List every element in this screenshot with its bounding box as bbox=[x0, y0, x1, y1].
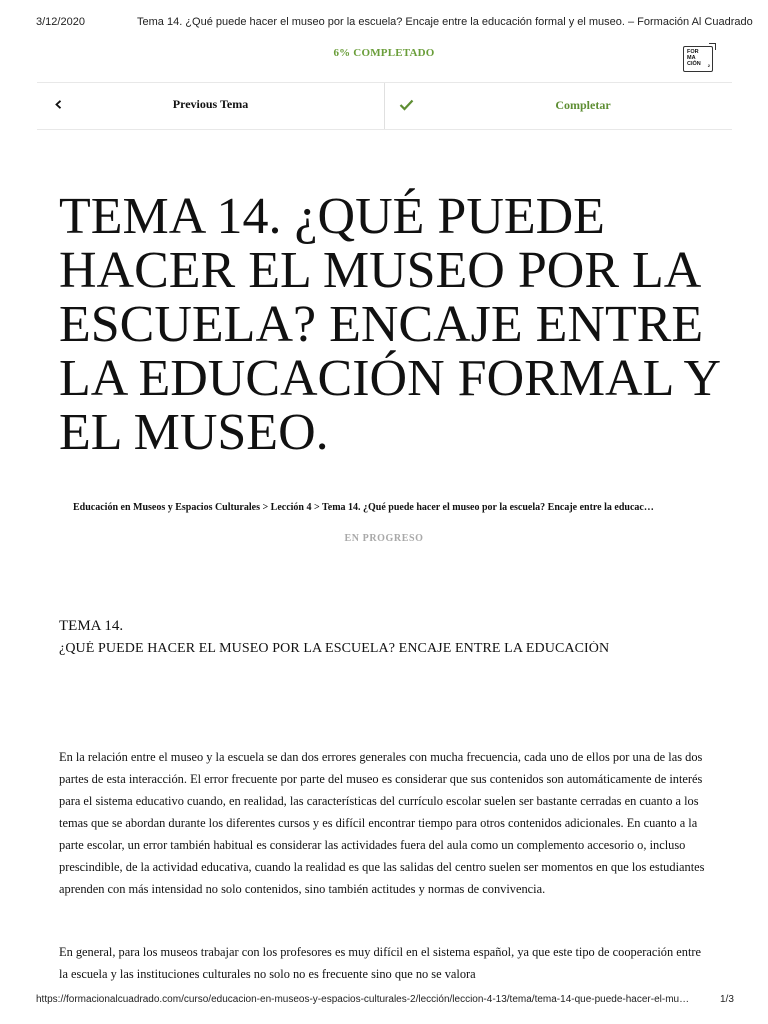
mark-complete-button[interactable] bbox=[385, 83, 732, 129]
lesson-status-badge: EN PROGRESO bbox=[344, 533, 424, 544]
body-paragraph: En general, para los museos trabajar con los profesores es muy difícil en el sistema español, ya que este tipo de cooperación entre la escuela y las instituciones culturales no solo no es frecuente sino que no se valora bbox=[59, 945, 702, 981]
mark-complete-label: Completar bbox=[555, 98, 611, 112]
print-page-url: https://formacionalcuadrado.com/curso/educacion-en-museos-y-espacios-culturales-2/lección/leccion-4-13/tema/tema-14-que-puede-hacer-el-mu… bbox=[36, 994, 690, 1005]
print-date: 3/12/2020 bbox=[36, 16, 85, 28]
logo-superscript: 2 bbox=[707, 63, 710, 68]
formacion-al-cuadrado-logo[interactable] bbox=[683, 46, 713, 72]
print-header bbox=[0, 16, 768, 32]
body-paragraph: En la relación entre el museo y la escuela se dan dos errores generales con mucha frecuencia, cada uno de ellos por una de las dos partes de esta interacción. El error frecuente por parte del museo es considerar que sus contenidos son automáticamente de interés para el sistema educativo cuando, en realidad, las características del currículo escolar suelen ser bastante cerradas en cuanto a los temas que se abordan durante los diferentes cursos y es difícil encontrar tiempo para otros contenidos adicionales. En cuanto a la parte escolar, un error también habitual es considerar las actividades fuera del aula como un complemento accesorio o, incluso prescindible, de la actividad educativa, cuando la realidad es que las salidas del centro suelen ser momentos en que los estudiantes aprenden con más intensidad no solo contenidos, sino también actitudes y normas de convivencia. bbox=[59, 750, 705, 896]
print-footer bbox=[0, 994, 768, 1008]
previous-topic-button[interactable] bbox=[37, 83, 384, 129]
course-progress-label: 6% COMPLETADO bbox=[333, 47, 435, 59]
section-number: TEMA 14. bbox=[59, 618, 124, 634]
lesson-navigation-bar bbox=[37, 82, 732, 130]
lesson-title: TEMA 14. ¿QUÉ PUEDE HACER EL MUSEO POR LA ESCUELA? ENCAJE ENTRE LA EDUCACIÓN FORMAL Y EL MUSEO. bbox=[59, 188, 720, 461]
breadcrumb[interactable]: Educación en Museos y Espacios Culturales > Lección 4 > Tema 14. ¿Qué puede hacer el museo por la escuela? Encaje entre la educac… bbox=[73, 502, 654, 513]
print-document-title: Tema 14. ¿Qué puede hacer el museo por la escuela? Encaje entre la educación formal y el museo. – Formación Al Cuadrado bbox=[137, 16, 753, 28]
logo-corner-mark bbox=[709, 43, 716, 50]
logo-text-line3: CIÓN bbox=[687, 61, 701, 67]
logo-text-line2: MA bbox=[687, 55, 696, 61]
section-heading: ¿QUÉ PUEDE HACER EL MUSEO POR LA ESCUELA? ENCAJE ENTRE LA EDUCACIÓN bbox=[59, 641, 610, 656]
print-page-number: 1/3 bbox=[720, 994, 734, 1005]
logo-text-line1: FOR bbox=[687, 49, 699, 55]
previous-topic-label: Previous Tema bbox=[172, 97, 249, 111]
